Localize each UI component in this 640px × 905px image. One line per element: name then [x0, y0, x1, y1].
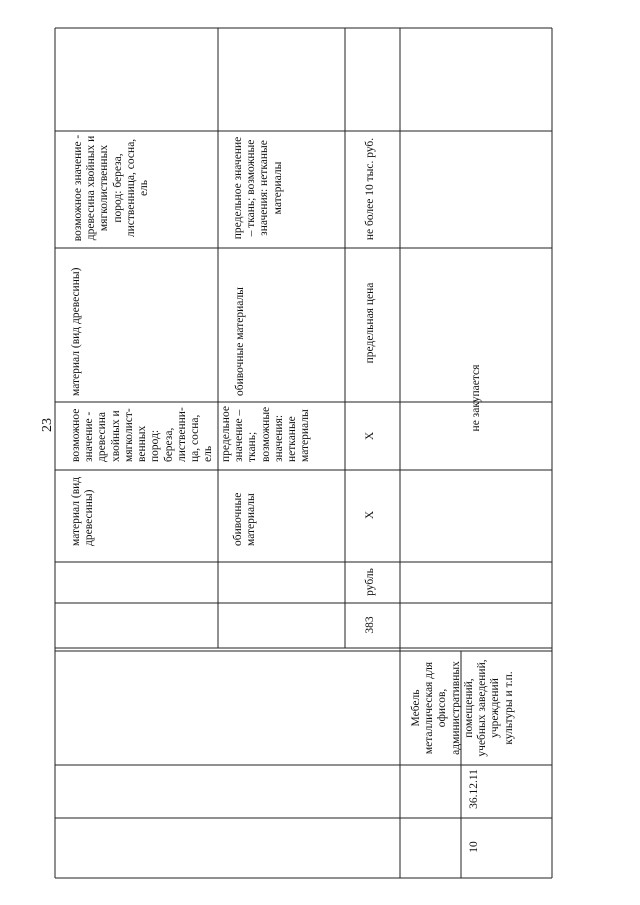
unit-name: рубль [364, 568, 376, 596]
characteristic-upholstery-1: обивочные материалы [232, 492, 258, 546]
value-wood-2: возможное значение - древесина хвойных и мягколиственных пород: береза, лиственница, сосна, ель [72, 134, 151, 242]
characteristic-wood-1: материал (вид древесины) [70, 476, 96, 546]
characteristic-wood-2: материал (вид древесины) [70, 267, 82, 396]
product-name: Мебель металлическая для офисов, административных помещений, учебных заведений, учреждений культуры и т.п. [410, 659, 515, 757]
okpd-code: 36.12.11 [468, 769, 480, 809]
value-wood-1: возможное значение - древесина хвойных и мягколист-венных пород: береза, лиственни-ца, сосна, ель [70, 407, 215, 462]
okei-code: 383 [364, 616, 376, 634]
value-upholstery-2: предельное значение – ткань; возможные значения: нетканые материалы [232, 136, 284, 240]
value-price-2: не более 10 тыс. руб. [364, 137, 376, 241]
value-price-1: Х [364, 431, 376, 441]
characteristic-price-1: Х [364, 510, 376, 520]
value-upholstery-1: предельное значение – ткань; возможные значения: нетканые материалы [220, 406, 312, 462]
characteristic-price-2: предельная цена [364, 282, 376, 364]
row-number: 10 [468, 841, 480, 853]
note-not-purchased: не закупается [470, 364, 482, 432]
characteristic-upholstery-2: обивочные материалы [234, 287, 246, 396]
page-number: 23 [40, 418, 55, 432]
